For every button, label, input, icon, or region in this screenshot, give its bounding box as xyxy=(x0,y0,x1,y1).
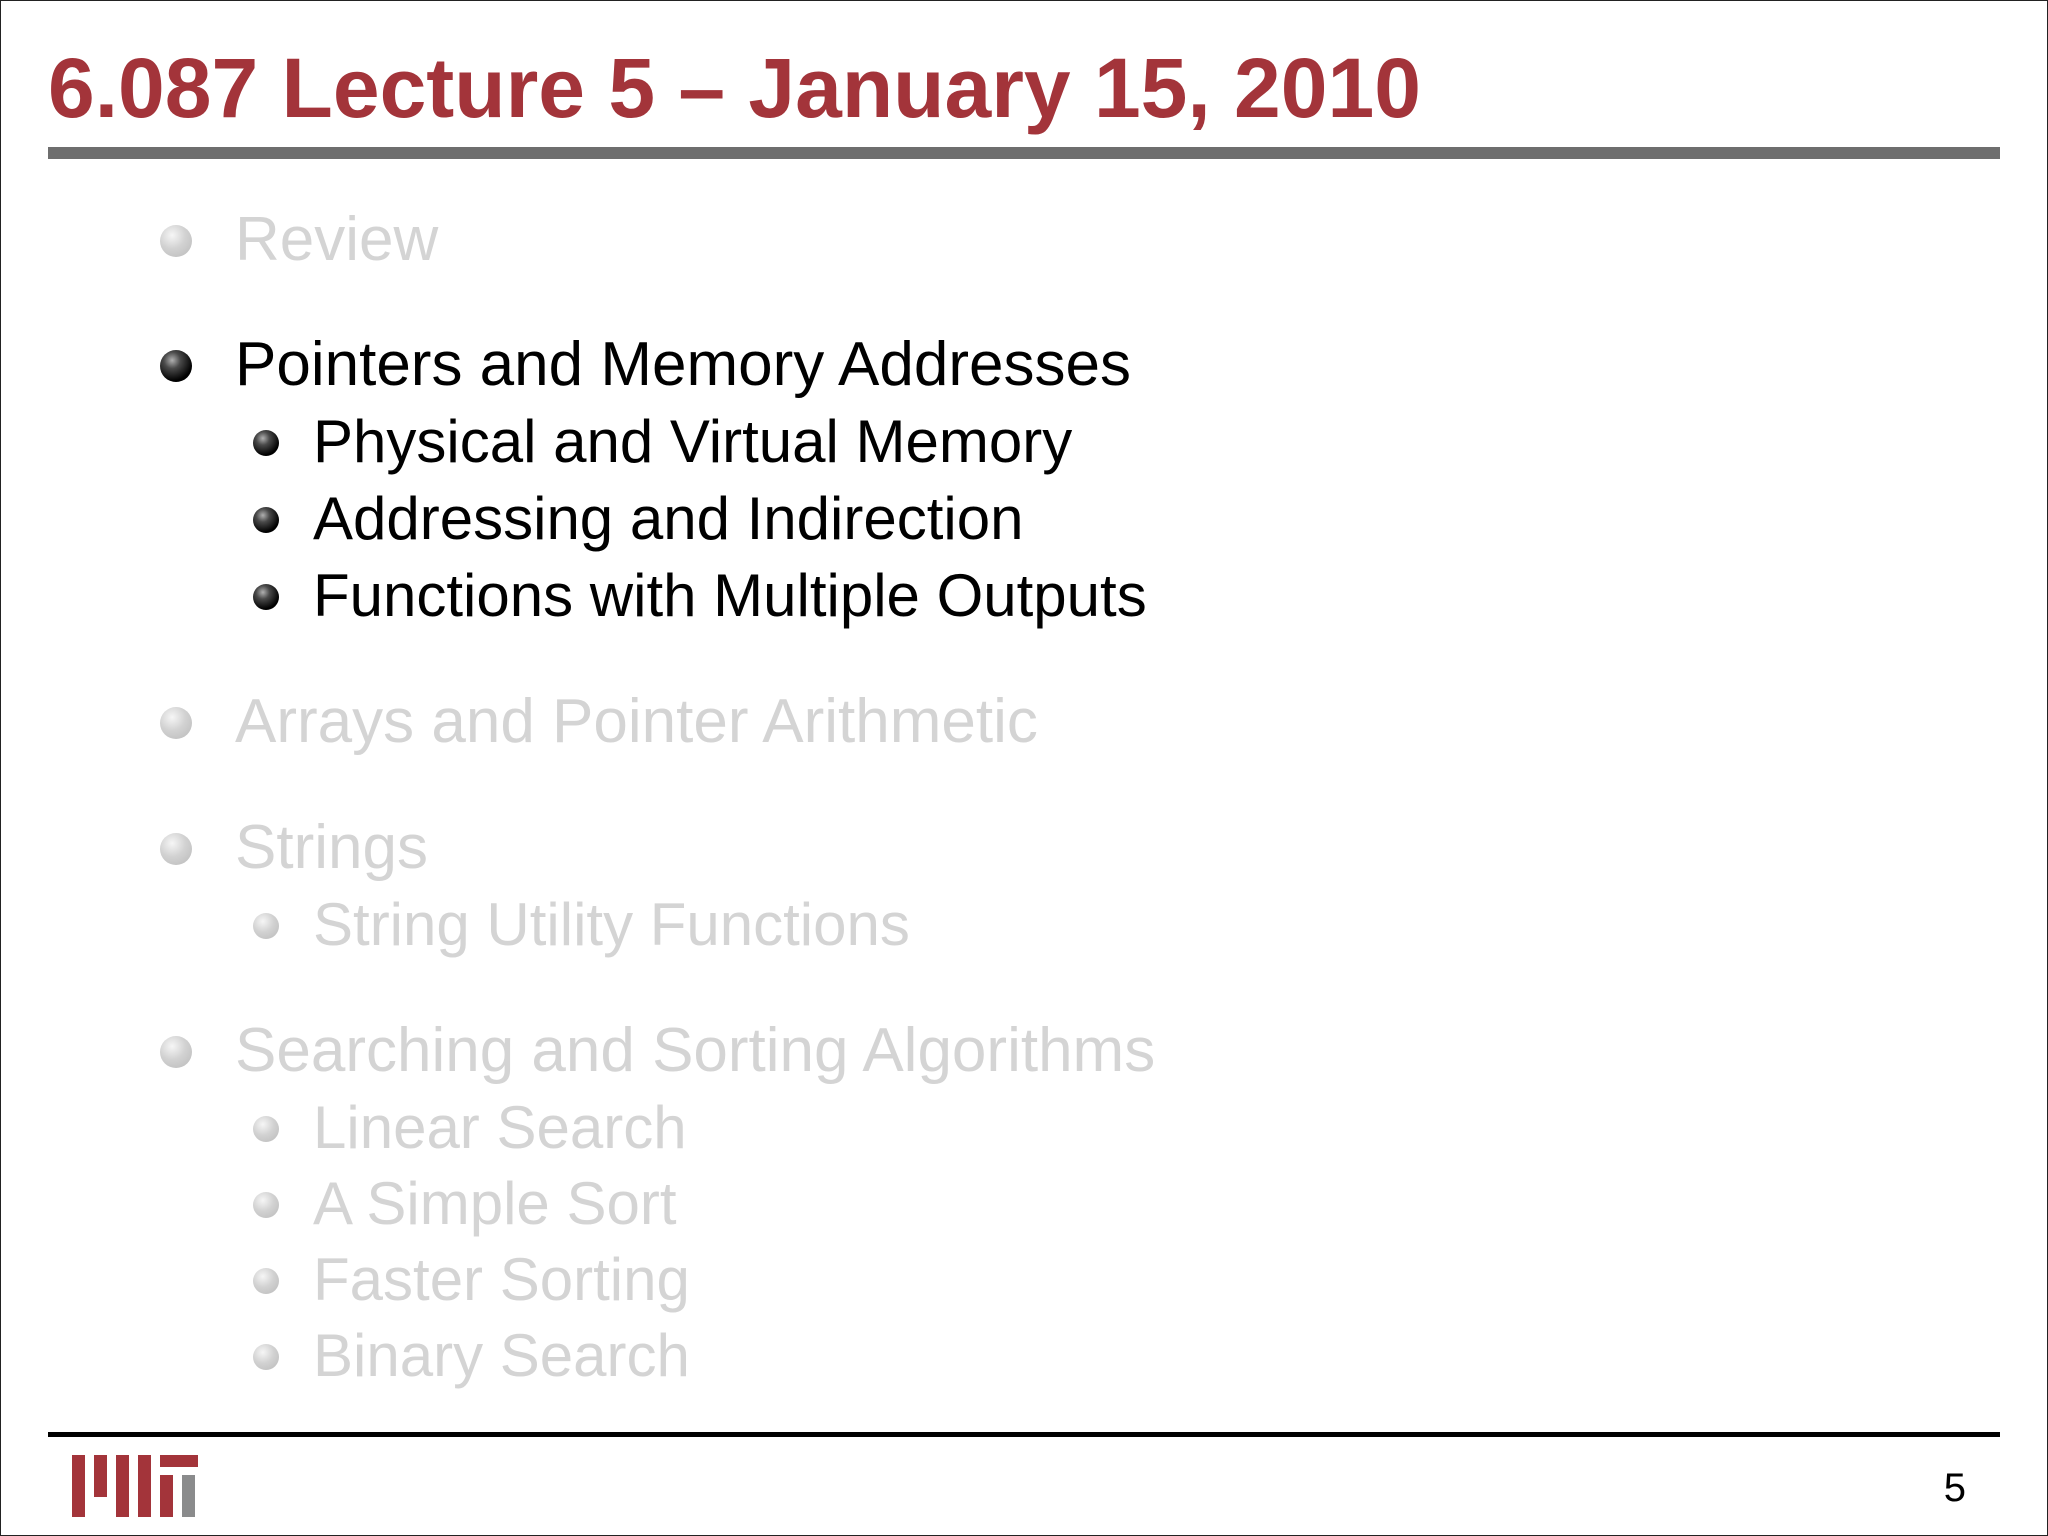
outline-subitem-simple-sort xyxy=(313,1169,677,1239)
bullet-icon xyxy=(253,584,279,610)
page-number: 5 xyxy=(1943,1466,1966,1510)
outline-subitem-faster-sorting xyxy=(313,1245,690,1315)
outline-subitem-label: A Simple Sort xyxy=(313,1170,677,1237)
outline-subitem-label: Faster Sorting xyxy=(313,1246,690,1313)
outline-subitem-multiple-outputs xyxy=(313,561,1147,631)
outline-item-arrays xyxy=(235,687,1038,757)
outline-subitem-linear-search xyxy=(313,1093,687,1163)
outline-item-label: Review xyxy=(235,205,439,274)
bullet-icon xyxy=(160,225,192,257)
outline-item-label: Searching and Sorting Algorithms xyxy=(235,1016,1156,1085)
outline-subitem-physical-virtual-memory xyxy=(313,407,1072,477)
outline-subitem-label: Binary Search xyxy=(313,1322,690,1389)
slide-title: 6.087 Lecture 5 – January 15, 2010 xyxy=(48,41,1421,135)
bullet-icon xyxy=(160,833,192,865)
outline-item-strings xyxy=(235,813,428,883)
outline-item-label: Pointers and Memory Addresses xyxy=(235,330,1131,399)
bullet-icon xyxy=(160,350,192,382)
outline-subitem-addressing-indirection xyxy=(313,484,1023,554)
outline-subitem-label: Physical and Virtual Memory xyxy=(313,408,1073,475)
outline-item-label: Strings xyxy=(235,813,428,882)
outline-subitem-label: Addressing and Indirection xyxy=(313,485,1024,552)
outline-subitem-label: Linear Search xyxy=(313,1094,687,1161)
bullet-icon xyxy=(253,430,279,456)
footer-rule xyxy=(48,1432,2000,1437)
outline-subitem-string-utility xyxy=(313,890,910,960)
bullet-icon xyxy=(253,1344,279,1370)
bullet-icon xyxy=(253,1192,279,1218)
outline-subitem-label: Functions with Multiple Outputs xyxy=(313,562,1147,629)
bullet-icon xyxy=(253,1268,279,1294)
bullet-icon xyxy=(253,507,279,533)
bullet-icon xyxy=(160,707,192,739)
outline-subitem-binary-search xyxy=(313,1321,690,1391)
bullet-icon xyxy=(253,1116,279,1142)
outline-item-label: Arrays and Pointer Arithmetic xyxy=(235,687,1038,756)
outline-item-pointers xyxy=(235,330,1131,400)
bullet-icon xyxy=(253,913,279,939)
outline-item-searching-sorting xyxy=(235,1016,1155,1086)
mit-logo xyxy=(72,1455,198,1517)
bullet-icon xyxy=(160,1036,192,1068)
outline-subitem-label: String Utility Functions xyxy=(313,891,910,958)
outline-item-review xyxy=(235,205,438,275)
